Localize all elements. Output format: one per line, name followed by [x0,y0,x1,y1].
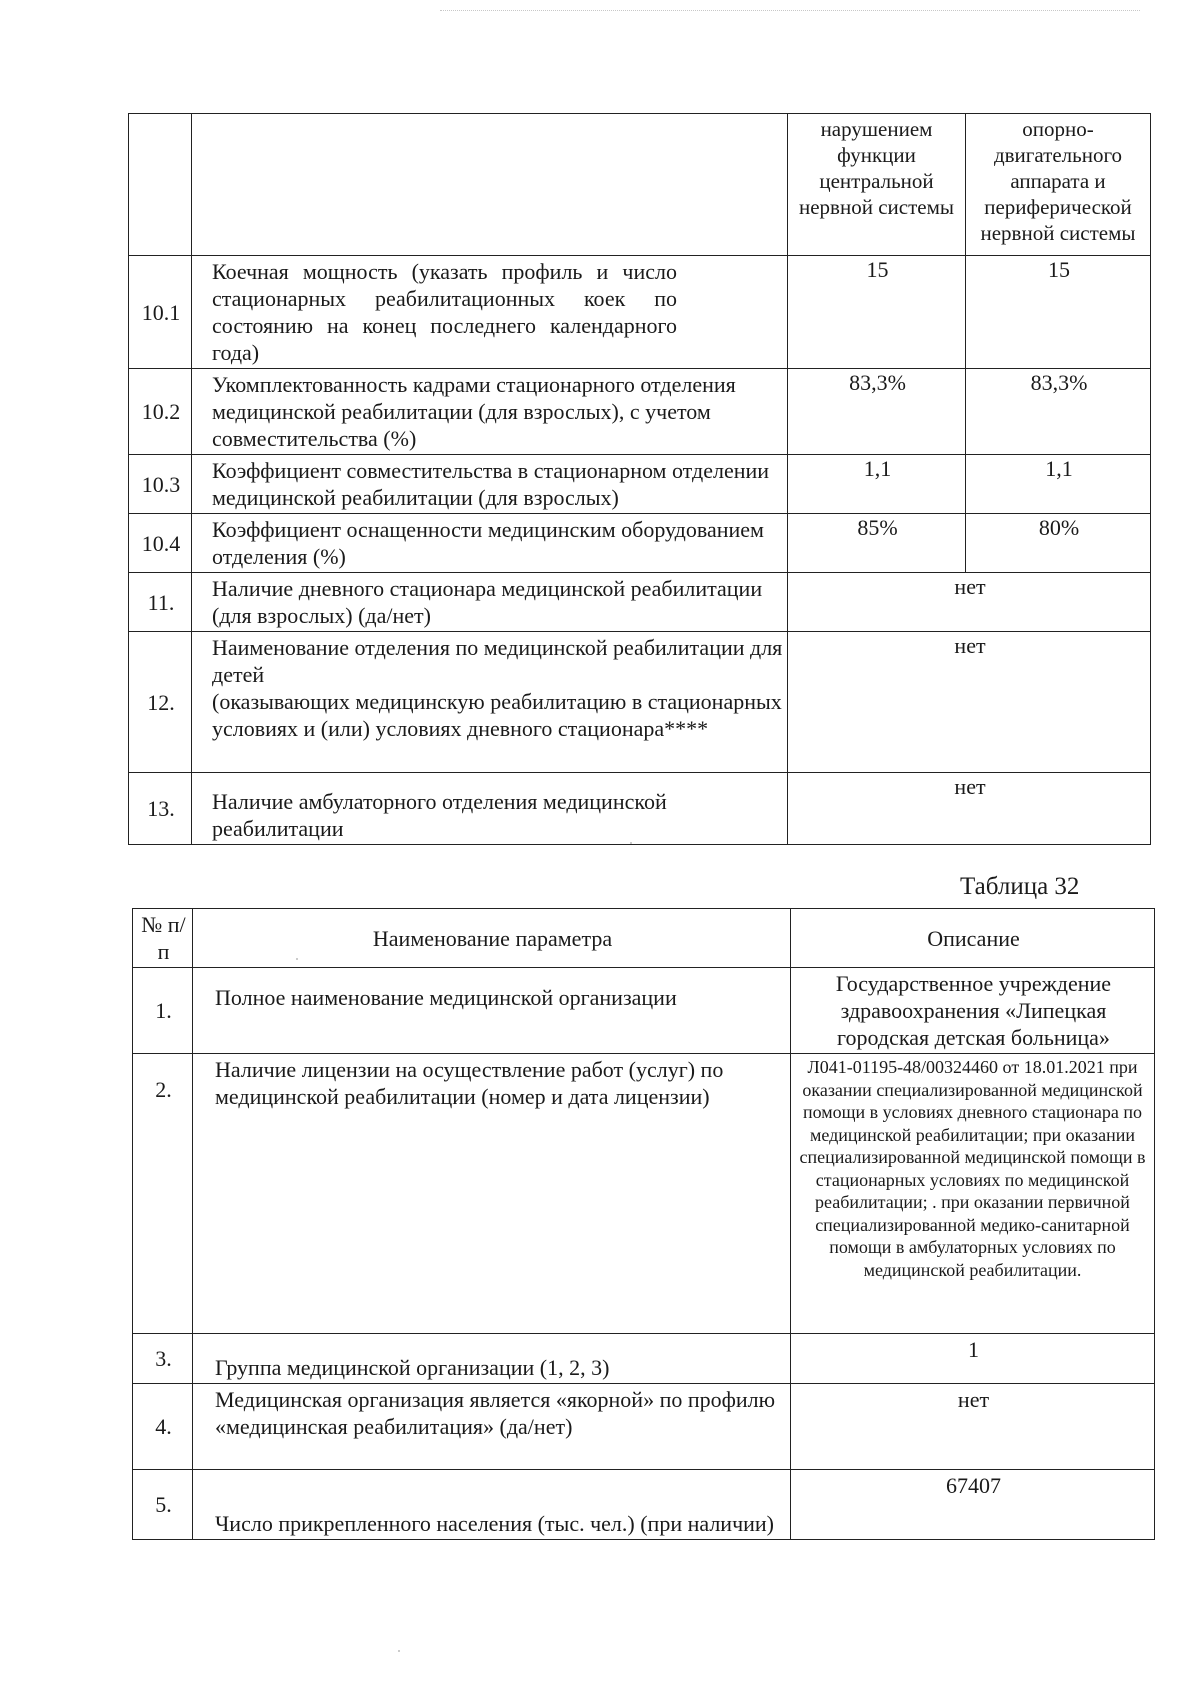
row-parameter: Коэффициент совместительства в стационарном отделении медицинской реабилитации (для взрослых) [192,455,788,514]
table-row [129,455,1151,514]
row-number: 10.2 [129,369,192,455]
header-param-cell [192,114,788,256]
row-number: 4. [133,1384,193,1470]
table-row [129,369,1151,455]
row-number: 13. [129,773,192,845]
row-parameter: Группа медицинской организации (1, 2, 3) [193,1334,791,1384]
row-value: нет [788,773,1151,845]
row-description: Л041-01195-48/00324460 от 18.01.2021 при оказании специализированной медицинской помощи в условиях дневного стационара по медицинской реабилитации; при оказании специализированной медицинской помощи в стационарных условиях по медицинской реабилитации; . при оказании первичной специализированной медико-санитарной помощи в амбулаторных условиях по медицинской реабилитации. [791,1054,1155,1334]
row-description: 67407 [791,1470,1155,1540]
row-parameter: Число прикрепленного населения (тыс. чел.) (при наличии) [193,1470,791,1540]
row-parameter: Наличие амбулаторного отделения медицинской реабилитации [192,773,788,845]
table-row [133,1334,1155,1384]
header-description: Описание [791,909,1155,968]
row-value-cns: 85% [788,514,966,573]
header-num-cell [129,114,192,256]
row-parameter-line: «медицинская реабилитация» (да/нет) [215,1414,573,1439]
table-caption: Таблица 32 [960,873,1080,900]
rehab-capacity-table [128,113,1151,845]
row-parameter [192,632,788,773]
header-num: № п/п [133,909,193,968]
row-value-musculoskeletal: 1,1 [966,455,1151,514]
table-row [129,514,1151,573]
row-parameter: Укомплектованность кадрами стационарного отделения медицинской реабилитации (для взрослых), с учетом совместительства (%) [192,369,788,455]
organization-info-table [132,908,1155,1540]
row-value-cns: 83,3% [788,369,966,455]
row-value-musculoskeletal: 15 [966,256,1151,369]
row-number: 10.3 [129,455,192,514]
row-number: 11. [129,573,192,632]
row-description: 1 [791,1334,1155,1384]
header-parameter: Наименование параметра [193,909,791,968]
table-header-row [129,114,1151,256]
row-number: 5. [133,1470,193,1540]
row-description: нет [791,1384,1155,1470]
row-value: нет [788,632,1151,773]
row-value: нет [788,573,1151,632]
row-parameter: Наличие дневного стационара медицинской реабилитации (для взрослых) (да/нет) [192,573,788,632]
table-row [133,968,1155,1054]
row-value-musculoskeletal: 83,3% [966,369,1151,455]
row-parameter [193,1384,791,1470]
row-value-cns: 15 [788,256,966,369]
row-value-cns: 1,1 [788,455,966,514]
table-row [133,1470,1155,1540]
row-number: 1. [133,968,193,1054]
table-row [129,573,1151,632]
table-header-row [133,909,1155,968]
row-number: 10.4 [129,514,192,573]
row-value-musculoskeletal: 80% [966,514,1151,573]
row-number: 10.1 [129,256,192,369]
row-parameter: Коечная мощность (указать профиль и число стационарных реабилитационных коек по состоянию на конец последнего календарного года) [192,256,788,369]
table-row [129,256,1151,369]
row-number: 2. [133,1054,193,1334]
table-row [133,1054,1155,1334]
header-cns-column: нарушением функции центральной нервной системы [788,114,966,256]
header-musculoskeletal-column: опорно-двигательного аппарата и периферической нервной системы [966,114,1151,256]
table-row [129,773,1151,845]
scan-speck [398,1650,400,1652]
row-description: Государственное учреждение здравоохранения «Липецкая городская детская больница» [791,968,1155,1054]
row-parameter-line: Наименование отделения по медицинской реабилитации для детей [212,635,783,687]
row-parameter-line: Медицинская организация является «якорной» по профилю [215,1387,776,1412]
table-row [133,1384,1155,1470]
scan-edge-line [440,10,1140,11]
row-parameter: Полное наименование медицинской организации [193,968,791,1054]
row-number: 3. [133,1334,193,1384]
table-row [129,632,1151,773]
row-number: 12. [129,632,192,773]
row-parameter: Наличие лицензии на осуществление работ (услуг) по медицинской реабилитации (номер и дата лицензии) [193,1054,791,1334]
row-parameter: Коэффициент оснащенности медицинским оборудованием отделения (%) [192,514,788,573]
row-parameter-line: (оказывающих медицинскую реабилитацию в стационарных условиях и (или) условиях дневного стационара**** [212,689,782,741]
